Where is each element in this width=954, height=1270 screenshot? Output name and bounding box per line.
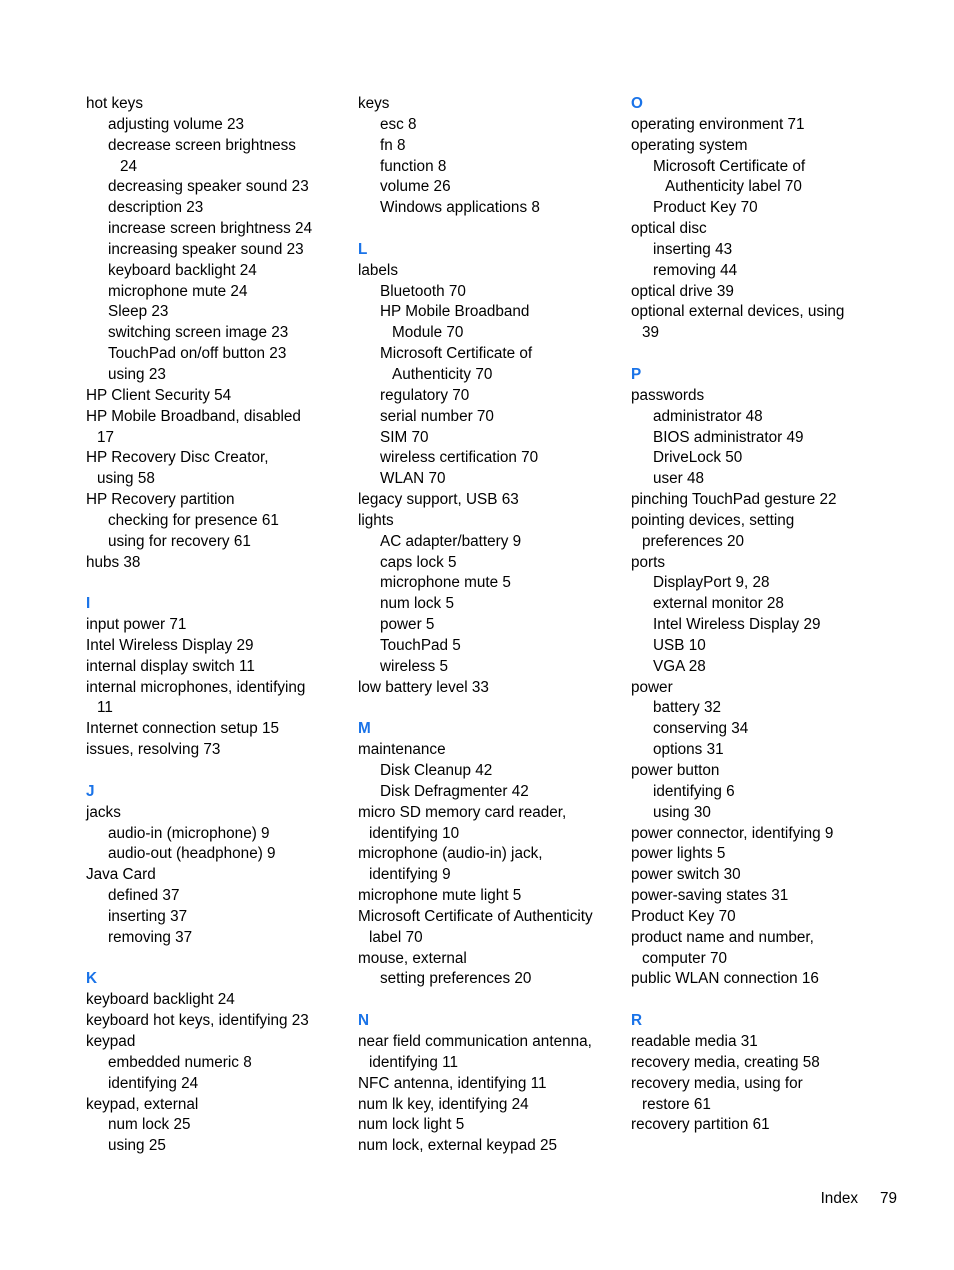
- index-subentry: WLAN 70: [380, 470, 446, 488]
- index-subentry: identifying 6: [653, 782, 735, 800]
- index-subentry: increase screen brightness 24: [108, 220, 313, 238]
- index-subentry: Sleep 23: [108, 303, 169, 321]
- index-entry: Product Key 70: [631, 907, 736, 925]
- index-entry: Java Card: [86, 866, 156, 884]
- index-subentry: inserting 43: [653, 240, 733, 258]
- index-entry: Microsoft Certificate of Authenticity: [358, 907, 593, 925]
- index-entry: passwords: [631, 386, 705, 404]
- index-subentry: USB 10: [653, 636, 706, 654]
- index-subentry: HP Mobile Broadband: [380, 303, 530, 321]
- section-gap: [358, 698, 623, 719]
- index-subentry: TouchPad on/off button 23: [108, 345, 287, 363]
- index-subentry: using 25: [108, 1137, 166, 1155]
- index-entry: input power 71: [86, 616, 187, 634]
- page-footer: [821, 1190, 897, 1208]
- index-entry: near field communication antenna,: [358, 1032, 592, 1050]
- index-entry: product name and number,: [631, 928, 814, 946]
- index-subentry: Authenticity label 70: [665, 178, 802, 196]
- letter-heading: L: [358, 240, 368, 258]
- index-subentry: Windows applications 8: [380, 199, 540, 217]
- index-entry: num lock light 5: [358, 1116, 465, 1134]
- index-subentry: using 30: [653, 803, 711, 821]
- index-subentry: switching screen image 23: [108, 324, 289, 342]
- index-entry: optical drive 39: [631, 282, 734, 300]
- index-entry: NFC antenna, identifying 11: [358, 1074, 547, 1092]
- index-entry: legacy support, USB 63: [358, 491, 519, 509]
- index-subentry: Module 70: [392, 324, 464, 342]
- index-subentry: increasing speaker sound 23: [108, 240, 304, 258]
- index-entry: 17: [97, 428, 115, 446]
- index-subentry: num lock 25: [108, 1116, 191, 1134]
- index-subentry: wireless 5: [380, 657, 449, 675]
- index-entry: lights: [358, 511, 394, 529]
- index-subentry: using for recovery 61: [108, 532, 251, 550]
- index-entry: optional external devices, using: [631, 303, 845, 321]
- index-entry: HP Recovery Disc Creator,: [86, 449, 269, 467]
- index-entry: using 58: [97, 470, 155, 488]
- index-entry: identifying 9: [369, 866, 451, 884]
- index-subentry: Intel Wireless Display 29: [653, 616, 821, 634]
- index-subentry: fn 8: [380, 136, 406, 154]
- index-entry: 39: [642, 324, 660, 342]
- index-column-3: [631, 94, 896, 1136]
- index-subentry: using 23: [108, 365, 166, 383]
- index-entry: low battery level 33: [358, 678, 489, 696]
- index-subentry: Authenticity 70: [392, 365, 493, 383]
- section-gap: [86, 573, 351, 594]
- index-entry: mouse, external: [358, 949, 467, 967]
- index-entry: recovery partition 61: [631, 1116, 770, 1134]
- index-entry: recovery media, creating 58: [631, 1053, 820, 1071]
- index-entry: microphone mute light 5: [358, 887, 522, 905]
- index-subentry: function 8: [380, 157, 447, 175]
- index-subentry: Disk Cleanup 42: [380, 762, 493, 779]
- index-entry: num lk key, identifying 24: [358, 1095, 529, 1113]
- index-subentry: 24: [120, 157, 138, 175]
- index-entry: issues, resolving 73: [86, 741, 221, 759]
- index-subentry: DriveLock 50: [653, 449, 743, 467]
- index-subentry: Microsoft Certificate of: [380, 345, 533, 363]
- index-entry: labels: [358, 261, 398, 279]
- index-subentry: SIM 70: [380, 428, 429, 446]
- section-gap: [631, 990, 896, 1011]
- index-entry: power switch 30: [631, 866, 741, 884]
- index-subentry: BIOS administrator 49: [653, 428, 804, 446]
- index-entry: Intel Wireless Display 29: [86, 636, 254, 654]
- index-entry: identifying 11: [369, 1053, 459, 1071]
- index-subentry: embedded numeric 8: [108, 1053, 252, 1071]
- index-subentry: inserting 37: [108, 907, 188, 925]
- index-entry: operating environment 71: [631, 115, 805, 133]
- index-subentry: audio-out (headphone) 9: [108, 845, 276, 863]
- index-subentry: microphone mute 24: [108, 282, 248, 300]
- index-column-2: [358, 94, 623, 1157]
- index-entry: computer 70: [642, 949, 728, 967]
- index-entry: HP Client Security 54: [86, 386, 232, 404]
- index-entry: jacks: [86, 803, 121, 821]
- index-subentry: AC adapter/battery 9: [380, 532, 522, 550]
- index-subentry: Disk Defragmenter 42: [380, 782, 529, 800]
- index-subentry: decreasing speaker sound 23: [108, 178, 309, 196]
- index-subentry: wireless certification 70: [380, 449, 539, 467]
- index-subentry: removing 44: [653, 261, 738, 279]
- index-entry: internal display switch 11: [86, 657, 255, 675]
- index-entry: internal microphones, identifying: [86, 678, 306, 696]
- index-subentry: conserving 34: [653, 720, 749, 738]
- footer-label: Index: [820, 1190, 858, 1207]
- index-entry: recovery media, using for: [631, 1074, 803, 1092]
- index-subentry: TouchPad 5: [380, 636, 461, 654]
- index-entry: power: [631, 678, 673, 696]
- index-entry: microphone (audio-in) jack,: [358, 845, 543, 863]
- letter-heading: O: [631, 95, 643, 112]
- index-entry: keyboard hot keys, identifying 23: [86, 1012, 309, 1030]
- index-entry: readable media 31: [631, 1032, 758, 1050]
- index-subentry: administrator 48: [653, 407, 763, 425]
- letter-heading: N: [358, 1012, 370, 1030]
- index-entry: keypad: [86, 1032, 136, 1050]
- index-entry: keys: [358, 95, 390, 112]
- index-entry: HP Mobile Broadband, disabled: [86, 407, 301, 425]
- index-entry: num lock, external keypad 25: [358, 1137, 557, 1155]
- letter-heading: J: [86, 782, 95, 800]
- index-subentry: audio-in (microphone) 9: [108, 824, 270, 842]
- index-subentry: keyboard backlight 24: [108, 261, 257, 279]
- index-entry: Internet connection setup 15: [86, 720, 280, 738]
- index-entry: power connector, identifying 9: [631, 824, 834, 842]
- index-subentry: Microsoft Certificate of: [653, 157, 806, 175]
- index-entry: ports: [631, 553, 666, 571]
- index-subentry: Product Key 70: [653, 199, 758, 217]
- section-gap: [86, 761, 351, 782]
- index-subentry: identifying 24: [108, 1074, 199, 1092]
- index-entry: identifying 10: [369, 824, 460, 842]
- letter-heading: M: [358, 720, 371, 738]
- index-entry: pinching TouchPad gesture 22: [631, 491, 837, 509]
- index-entry: optical disc: [631, 220, 707, 238]
- index-subentry: checking for presence 61: [108, 511, 279, 529]
- index-subentry: options 31: [653, 741, 724, 759]
- index-subentry: volume 26: [380, 178, 451, 196]
- index-subentry: defined 37: [108, 887, 180, 905]
- index-subentry: removing 37: [108, 928, 193, 946]
- index-subentry: decrease screen brightness: [108, 136, 296, 154]
- index-subentry: external monitor 28: [653, 595, 784, 613]
- section-gap: [358, 990, 623, 1011]
- index-entry: power button: [631, 762, 720, 779]
- index-entry: hubs 38: [86, 553, 141, 571]
- index-entry: preferences 20: [642, 532, 745, 550]
- index-entry: power lights 5: [631, 845, 726, 863]
- index-entry: restore 61: [642, 1095, 711, 1113]
- letter-heading: P: [631, 365, 642, 383]
- index-entry: power-saving states 31: [631, 887, 789, 905]
- index-entry: keypad, external: [86, 1095, 199, 1113]
- index-entry: micro SD memory card reader,: [358, 803, 567, 821]
- index-subentry: setting preferences 20: [380, 970, 532, 988]
- index-entry: maintenance: [358, 741, 446, 759]
- index-subentry: Bluetooth 70: [380, 282, 466, 300]
- index-subentry: regulatory 70: [380, 386, 470, 404]
- index-entry: pointing devices, setting: [631, 511, 795, 529]
- index-subentry: microphone mute 5: [380, 574, 511, 592]
- index-subentry: power 5: [380, 616, 435, 634]
- index-entry: label 70: [369, 928, 423, 946]
- index-entry: 11: [97, 699, 113, 717]
- index-subentry: DisplayPort 9, 28: [653, 574, 770, 592]
- index-subentry: adjusting volume 23: [108, 115, 245, 133]
- index-subentry: description 23: [108, 199, 204, 217]
- index-subentry: caps lock 5: [380, 553, 457, 571]
- index-entry: HP Recovery partition: [86, 491, 235, 509]
- section-gap: [358, 219, 623, 240]
- section-gap: [86, 949, 351, 970]
- index-entry: public WLAN connection 16: [631, 970, 819, 988]
- index-column-1: [86, 94, 351, 1157]
- index-subentry: serial number 70: [380, 407, 494, 425]
- index-subentry: esc 8: [380, 115, 417, 133]
- index-subentry: user 48: [653, 470, 705, 488]
- index-subentry: num lock 5: [380, 595, 454, 613]
- index-entry: hot keys: [86, 95, 143, 112]
- letter-heading: K: [86, 970, 98, 988]
- letter-heading: I: [86, 595, 91, 613]
- letter-heading: R: [631, 1012, 643, 1030]
- index-subentry: VGA 28: [653, 657, 706, 675]
- index-entry: operating system: [631, 136, 748, 154]
- page-number: 79: [879, 1190, 897, 1207]
- section-gap: [631, 344, 896, 365]
- index-subentry: battery 32: [653, 699, 722, 717]
- index-entry: keyboard backlight 24: [86, 991, 235, 1009]
